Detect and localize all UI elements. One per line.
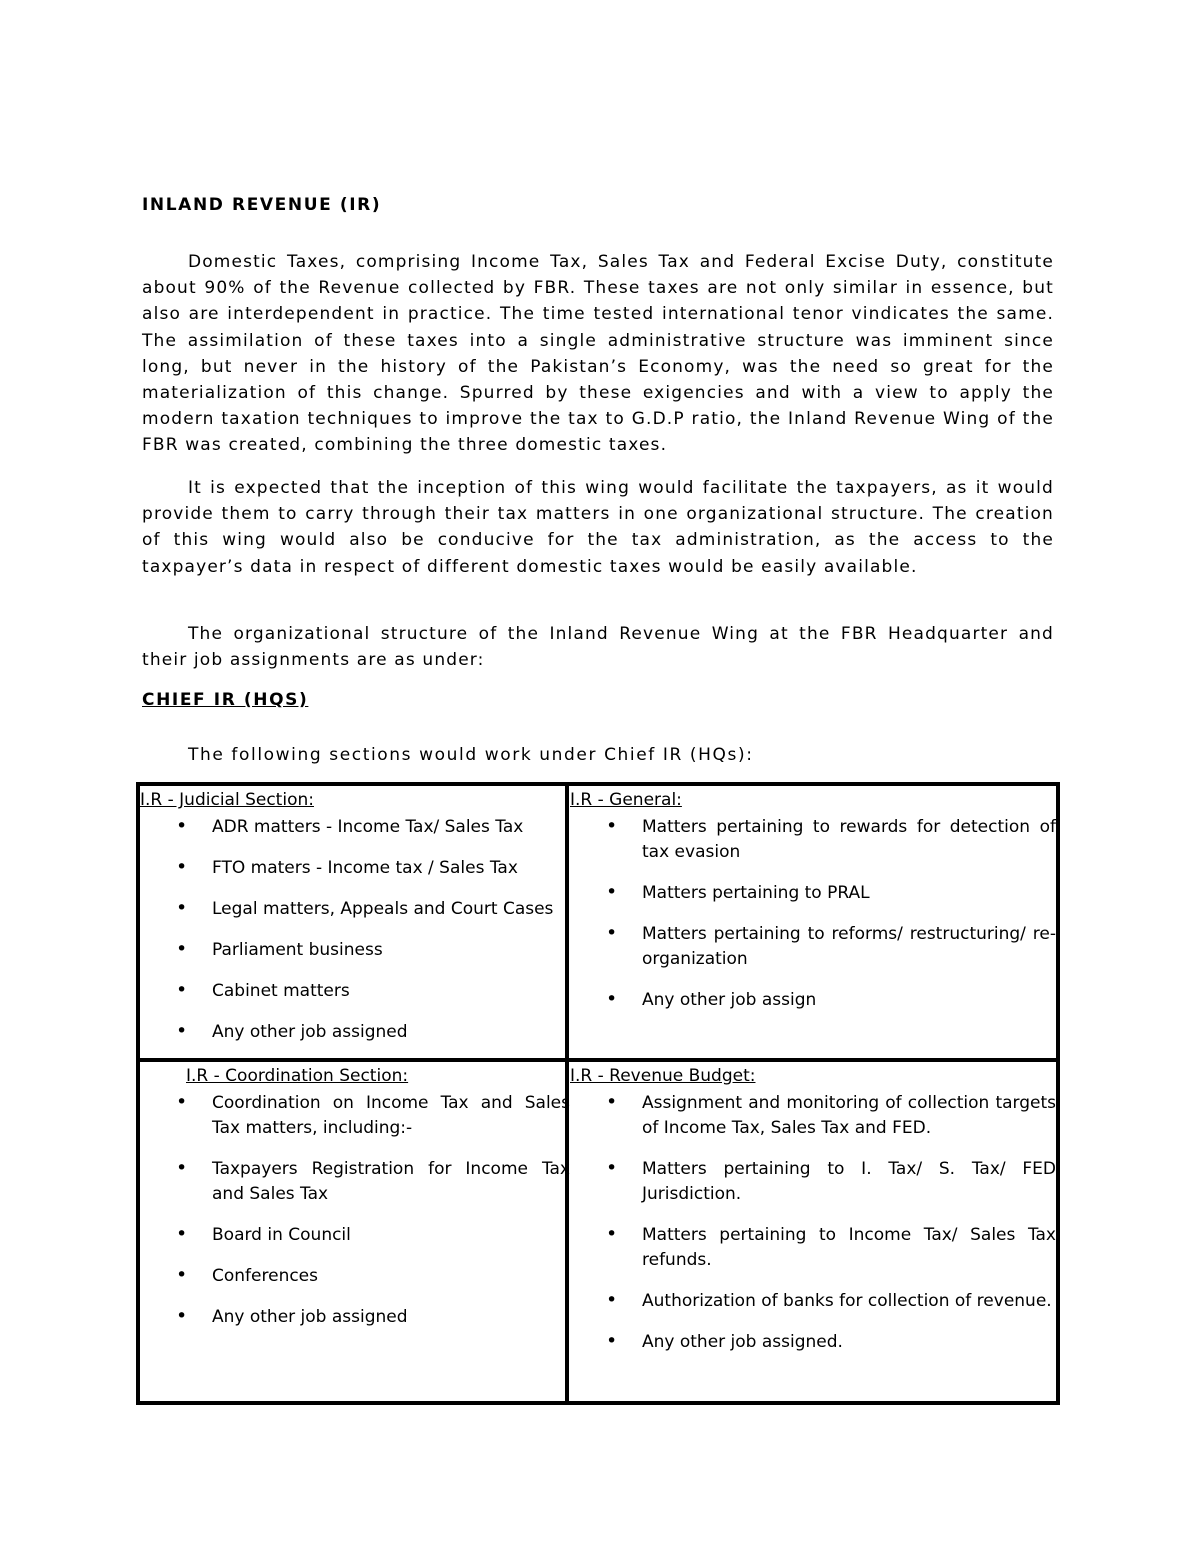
cell-coordination-section: [140, 1064, 570, 1398]
cell-judicial-section: [140, 788, 564, 1056]
bullet-icon: •: [176, 1157, 188, 1179]
table-border-top: [136, 782, 1060, 786]
bullet-icon: •: [176, 856, 188, 878]
list-item-text: ADR matters - Income Tax/ Sales Tax: [212, 817, 524, 837]
list-item: [570, 1289, 1056, 1314]
list-item-text: Matters pertaining to Income Tax/ Sales Tax refunds.: [642, 1225, 1056, 1270]
paragraph-expectation: It is expected that the inception of this wing would facilitate the taxpayers, as it would provide them to carry through their tax matters in one organizational structure. The creation of this wing would also be conducive for the tax administration, as the access to the taxpayer’s data in respect of different domestic taxes would be easily available.: [142, 478, 1054, 577]
sections-intro: The following sections would work under Chief IR (HQs):: [188, 745, 754, 765]
cell-title: I.R - Judicial Section:: [140, 790, 314, 810]
bullet-icon: •: [606, 1289, 618, 1311]
list-item: [570, 1223, 1056, 1273]
list-item: [140, 1223, 570, 1248]
list-item-text: Taxpayers Registration for Income Tax and Sales Tax: [212, 1159, 570, 1204]
list-item-text: Authorization of banks for collection of revenue.: [642, 1291, 1052, 1311]
bullet-list: [570, 815, 1056, 1013]
list-item-text: Parliament business: [212, 940, 383, 960]
sections-table: [136, 782, 1060, 1405]
list-item-text: Cabinet matters: [212, 981, 350, 1001]
list-item-text: Matters pertaining to PRAL: [642, 883, 870, 903]
paragraph-domestic-taxes: Domestic Taxes, comprising Income Tax, Sales Tax and Federal Excise Duty, constitute about 90% of the Revenue collected by FBR. These taxes are not only similar in essence, but also are interdependent in practice. The time tested international tenor vindicates the same. The assimilation of these taxes into a single administrative structure was imminent since long, but never in the history of the Pakistan’s Economy, was the need so great for the materialization of this change. Spurred by these exigencies and with a view to apply the modern taxation techniques to improve the tax to G.D.P ratio, the Inland Revenue Wing of the FBR was created, combining the three domestic taxes.: [142, 252, 1054, 456]
list-item: [140, 897, 564, 922]
list-item: [140, 815, 564, 840]
list-item-text: Matters pertaining to reforms/ restructuring/ re-organization: [642, 924, 1056, 969]
bullet-icon: •: [606, 922, 618, 944]
list-item: [140, 856, 564, 881]
list-item-text: Board in Council: [212, 1225, 351, 1245]
bullet-icon: •: [176, 1020, 188, 1042]
section-heading-chief-ir: CHIEF IR (HQS): [142, 690, 309, 710]
list-item-text: Any other job assign: [642, 990, 817, 1010]
list-item: [140, 1157, 570, 1207]
list-item: [570, 988, 1056, 1013]
cell-title: I.R - Coordination Section:: [186, 1066, 409, 1086]
bullet-icon: •: [606, 881, 618, 903]
list-item-text: Coordination on Income Tax and Sales Tax matters, including:-: [212, 1093, 570, 1138]
bullet-icon: •: [606, 815, 618, 837]
list-item: [570, 922, 1056, 972]
bullet-icon: •: [606, 988, 618, 1010]
bullet-icon: •: [176, 938, 188, 960]
cell-general: [570, 788, 1056, 1056]
list-item-text: Matters pertaining to I. Tax/ S. Tax/ FED Jurisdiction.: [642, 1159, 1056, 1204]
bullet-icon: •: [606, 1223, 618, 1245]
bullet-icon: •: [176, 897, 188, 919]
list-item: [570, 1330, 1056, 1355]
bullet-list: [140, 1091, 570, 1330]
bullet-icon: •: [606, 1330, 618, 1352]
bullet-icon: •: [606, 1157, 618, 1179]
cell-title: I.R - Revenue Budget:: [570, 1066, 756, 1086]
bullet-icon: •: [176, 1091, 188, 1113]
bullet-icon: •: [176, 979, 188, 1001]
list-item-text: Any other job assigned: [212, 1307, 408, 1327]
list-item-text: FTO maters - Income tax / Sales Tax: [212, 858, 518, 878]
list-item: [140, 938, 564, 963]
table-border-bottom: [136, 1401, 1060, 1405]
list-item: [140, 1020, 564, 1045]
bullet-list: [570, 1091, 1056, 1355]
bullet-list: [140, 815, 564, 1045]
bullet-icon: •: [606, 1091, 618, 1113]
list-item-text: Any other job assigned: [212, 1022, 408, 1042]
paragraph-structure: The organizational structure of the Inland Revenue Wing at the FBR Headquarter and their job assignments are as under:: [142, 624, 1054, 671]
list-item: [570, 1157, 1056, 1207]
list-item: [570, 1091, 1056, 1141]
list-item: [140, 979, 564, 1004]
cell-title: I.R - General:: [570, 790, 682, 810]
list-item-text: Matters pertaining to rewards for detection of tax evasion: [642, 817, 1056, 862]
list-item-text: Any other job assigned.: [642, 1332, 843, 1352]
list-item: [140, 1305, 570, 1330]
list-item: [140, 1091, 570, 1141]
cell-revenue-budget: [570, 1064, 1056, 1398]
table-border-right: [1056, 782, 1060, 1405]
list-item-text: Legal matters, Appeals and Court Cases: [212, 899, 554, 919]
list-item-text: Assignment and monitoring of collection targets of Income Tax, Sales Tax and FED.: [642, 1093, 1056, 1138]
list-item: [570, 815, 1056, 865]
document-title: INLAND REVENUE (IR): [142, 195, 382, 215]
bullet-icon: •: [176, 1223, 188, 1245]
bullet-icon: •: [176, 1264, 188, 1286]
bullet-icon: •: [176, 1305, 188, 1327]
list-item: [570, 881, 1056, 906]
list-item: [140, 1264, 570, 1289]
list-item-text: Conferences: [212, 1266, 319, 1286]
bullet-icon: •: [176, 815, 188, 837]
table-border-middle: [136, 1058, 1060, 1062]
